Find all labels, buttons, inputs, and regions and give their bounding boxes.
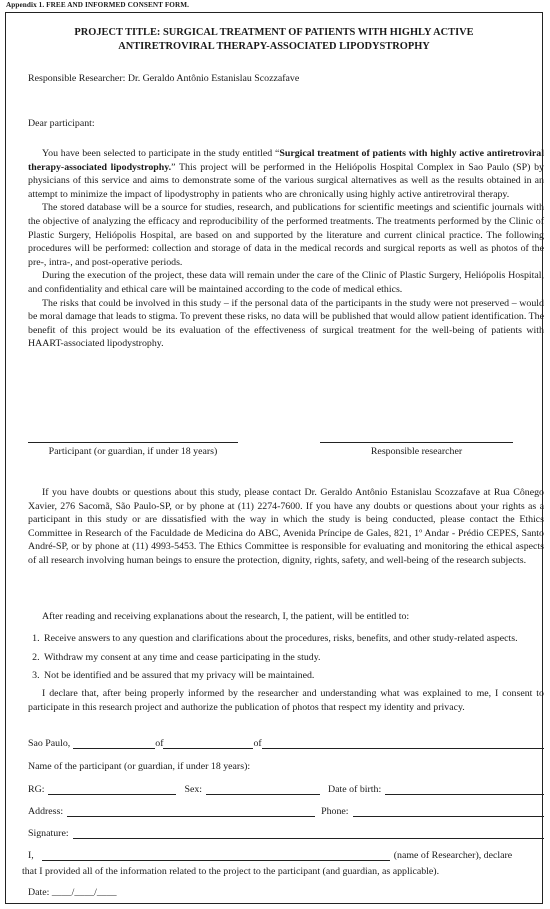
sex-field[interactable]: [206, 784, 320, 795]
participant-signature-label: Participant (or guardian, if under 18 years): [48, 446, 218, 457]
provided-statement: that I provided all of the information related to the project to the participant (and guardian, as applicable).: [22, 866, 440, 877]
list-item: 1. Receive answers to any question and clarifications about the procedures, risks, benefits, and other study-related aspects.: [42, 632, 544, 646]
salutation: Dear participant:: [28, 118, 95, 129]
rg-field[interactable]: [48, 784, 176, 795]
name-of-researcher-label: (name of Researcher), declare: [393, 850, 513, 861]
paragraph-study-intro: You have been selected to participate in the study entitled “Surgical treatment of patients with highly active antiretroviral therapy-associated lipodystrophy.” This project will be performed in the Heliópolis Hospital Complex in Sao Paulo (SP) by physicians of this service and aims to demonstrate some of the various surgical alternatives as well as the results obtained in an attempt to minimize the impact of lipodystrophy in patients who are chronically using highly active antiretroviral therapy.: [28, 148, 544, 200]
i-label: I,: [28, 850, 34, 861]
after-reading-block: [28, 610, 544, 624]
researcher-name-field[interactable]: [42, 850, 390, 861]
researcher-signature-line: [320, 442, 513, 443]
project-title: [6, 26, 542, 54]
consent-form-frame: [5, 12, 543, 904]
form-row-place-date: [28, 735, 544, 749]
researcher-signature-label: Responsible researcher: [370, 446, 463, 457]
address-label: Address:: [28, 806, 64, 817]
appendix-caption: Appendix 1. FREE AND INFORMED CONSENT FORM.: [6, 1, 190, 9]
form-row-signature: [28, 825, 544, 839]
participant-signature-line: [28, 442, 238, 443]
signature-field[interactable]: [73, 828, 544, 839]
month-field[interactable]: [163, 738, 253, 749]
contact-paragraph-block: [28, 486, 544, 568]
list-item: 3. Not be identified and be assured that my privacy will be maintained.: [42, 669, 544, 683]
form-row-researcher: [28, 847, 544, 861]
after-reading-text: After reading and receiving explanations about the research, I, the patient, will be entitled to:: [42, 611, 410, 622]
of-label-1: of: [155, 738, 164, 749]
address-field[interactable]: [67, 806, 315, 817]
date-field-row[interactable]: Date: ____/____/____: [28, 887, 117, 898]
paragraph-risks: The risks that could be involved in this study – if the personal data of the participants in the study were not preserved – would be moral damage that leads to stigma. To prevent these risks, no data will be published that would allow patient identification. The benefit of this project would be its evaluation of the effectiveness of surgical treatment for the well-being of patients with HAART-associated lipodystrophy.: [28, 297, 544, 350]
rights-list: [28, 632, 544, 683]
dob-label: Date of birth:: [328, 784, 382, 795]
paragraph-confidentiality: During the execution of the project, these data will remain under the care of the Clinic of Plastic Surgery, Heliópolis Hospital, and confidentiality and ethical care will be maintained according to the code of medical ethics.: [28, 270, 544, 295]
phone-label: Phone:: [321, 806, 349, 817]
signature-label: Signature:: [28, 828, 69, 839]
participant-name-label: Name of the participant (or guardian, if under 18 years):: [28, 761, 251, 772]
form-row-rg-sex-dob: [28, 781, 544, 795]
phone-field[interactable]: [353, 806, 544, 817]
rights-list-block: [28, 632, 544, 688]
responsible-researcher: Responsible Researcher: Dr. Geraldo Antônio Estanislau Scozzafave: [28, 73, 300, 84]
dob-field[interactable]: [385, 784, 544, 795]
list-item: 2. Withdraw my consent at any time and cease participating in the study.: [42, 651, 544, 665]
declaration-block: [28, 687, 544, 714]
form-row-address-phone: [28, 803, 544, 817]
year-field[interactable]: [262, 738, 544, 749]
contact-paragraph: If you have doubts or questions about this study, please contact Dr. Geraldo Antônio Estanislau Scozzafave at Rua Cônego Xavier, 276 Sacomã, São Paulo-SP, or by phone at (11) 2274-7600. If you have any doubts or questions about your rights as a participant in this study or are dissatisfied with the way in which the study is being conducted, please contact the Ethics Committee in Research of the Faculdade de Medicina do ABC, Avenida Príncipe de Gales, 821, 1º Andar - Prédio CEPES, Santo André-SP, or by phone at (11) 4993-5453. The Ethics Committee is responsible for evaluating and monitoring the ethical aspects of all research involving human beings to ensure the protection, dignity, rights, safety, and well-being of the research subjects.: [28, 487, 544, 566]
form-row-name-label: [28, 758, 544, 772]
title-line-2: ANTIRETROVIRAL THERAPY-ASSOCIATED LIPODYSTROPHY: [118, 41, 430, 52]
of-label-2: of: [253, 738, 262, 749]
intro-paragraphs: [28, 147, 544, 351]
declaration-paragraph: I declare that, after being properly informed by the researcher and understanding what was explained to me, I consent to participate in this research project and authorize the publication of photos that respect my identity and privacy.: [28, 688, 544, 713]
paragraph-database: The stored database will be a source for studies, research, and publications for scientific meetings and scientific journals with the objective of analyzing the efficacy and reproducibility of the performed treatments. The treatments performed by the Clinic of Plastic Surgery, Heliópolis Hospital, are based on and supported by the literature and current clinical practice. The following procedures will be performed: collection and storage of data in the medical records and surgical reports as well as photos of the pre-, intra-, and post-operative periods.: [28, 202, 544, 268]
title-line-1: PROJECT TITLE: SURGICAL TREATMENT OF PATIENTS WITH HIGHLY ACTIVE: [74, 27, 474, 38]
rg-label: RG:: [28, 784, 45, 795]
sex-label: Sex:: [184, 784, 203, 795]
day-field[interactable]: [73, 738, 155, 749]
sao-paulo-label: Sao Paulo,: [28, 738, 71, 749]
study-title-bold: Surgical treatment of patients with highly active antiretroviral therapy-associated lipodystrophy.: [28, 148, 544, 173]
